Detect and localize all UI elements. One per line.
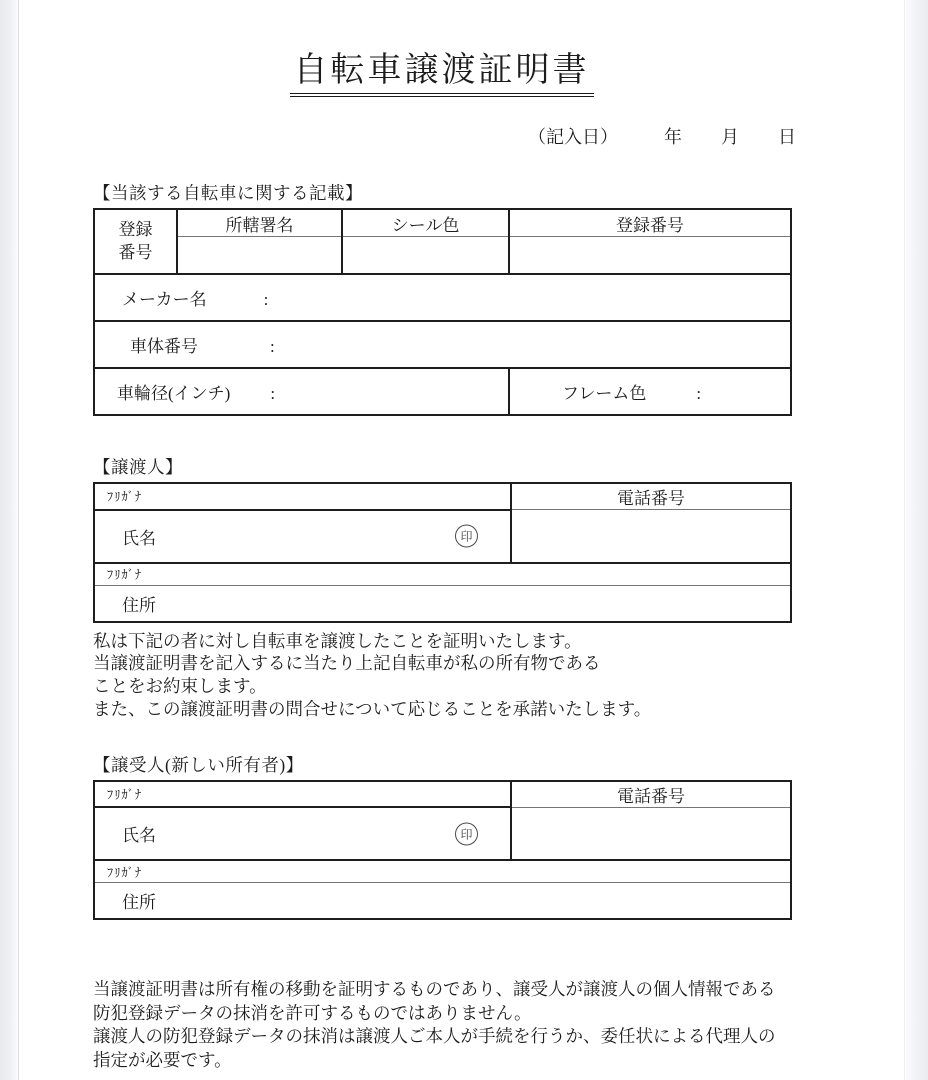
footer-note-line: 譲渡人の防犯登録データの抹消は譲渡人ご本人が手続を行うか、委任状による代理人の: [93, 1026, 776, 1047]
registration-number-header: 登録番号: [509, 209, 791, 237]
transferor-name-label: 氏名: [122, 528, 156, 548]
date-year-unit: 年: [664, 127, 682, 147]
registration-number-value-cell: [509, 237, 791, 275]
footer-note-line: 当譲渡証明書は所有権の移動を証明するものであり、譲受人が譲渡人の個人情報である: [93, 979, 776, 999]
transferee-address-label: 住所: [122, 893, 156, 912]
transferor-name-furigana-label: ﾌﾘｶﾞﾅ: [94, 483, 511, 510]
maker-colon: :: [263, 290, 269, 309]
transfer-statement-line: 当譲渡証明書を記入するに当たり上記自転車が私の所有物である: [93, 653, 601, 674]
transferee-address-field-cell: [94, 883, 791, 920]
transferor-furigana-row: [94, 483, 791, 510]
frame-number-field-cell: [94, 321, 791, 368]
scan-edge-left: [0, 0, 19, 1080]
transferee-name-furigana-label: ﾌﾘｶﾞﾅ: [94, 781, 511, 808]
entry-date-line: [93, 123, 796, 147]
seal-color-value-cell: [342, 237, 509, 275]
transferor-address-field-cell: [94, 585, 791, 622]
transferor-name-row: [94, 510, 791, 563]
footer-note-line: 防犯登録データの抹消を許可するものではありません。: [93, 1002, 532, 1023]
footer-note-line: 指定が必要です。: [93, 1049, 232, 1070]
title-block: [93, 42, 790, 97]
transferee-address-furigana-label: ﾌﾘｶﾞﾅ: [94, 860, 791, 883]
scan-edge-right: [904, 0, 928, 1080]
transferee-section-heading: 【譲受人(新しい所有者)】: [93, 754, 304, 775]
frame-number-colon: :: [270, 337, 275, 356]
transferor-name-field-cell: [94, 510, 511, 563]
transferor-address-label: 住所: [122, 595, 156, 615]
inkan-seal-mark: 印: [455, 525, 478, 548]
inkan-seal-mark: 印: [455, 822, 478, 845]
date-month-unit: 月: [721, 127, 739, 147]
document-content: [93, 0, 796, 1073]
frame-color-colon: :: [696, 384, 702, 403]
transferor-table: [93, 482, 792, 623]
transfer-statement-line: また、この譲渡証明書の問合せについて応じることを承諾いたします。: [93, 698, 652, 719]
transferor-phone-value-cell: [511, 510, 791, 563]
transfer-statement-line: 私は下記の者に対し自転車を譲渡したことを証明いたします。: [93, 630, 582, 651]
wheel-size-label: 車輪径(インチ): [117, 384, 231, 403]
frame-color-label: フレーム色: [562, 384, 647, 403]
transferor-address-row: [94, 585, 791, 622]
transfer-statement-line: ことをお約束します。: [93, 676, 267, 696]
transferee-address-row: [94, 883, 791, 920]
wheel-frame-row: [94, 368, 791, 415]
transferor-section-heading: 【譲渡人】: [93, 457, 183, 477]
wheel-size-colon: :: [270, 384, 276, 403]
seal-color-header: シール色: [342, 209, 509, 237]
page-title: 自転車譲渡証明書: [290, 42, 594, 97]
transferor-phone-header: 電話番号: [511, 483, 791, 510]
maker-label: メーカー名: [122, 290, 207, 309]
jurisdiction-office-header: 所轄署名: [177, 209, 342, 237]
transferee-name-row: [94, 807, 791, 860]
frame-number-label: 車体番号: [130, 337, 198, 356]
transferee-name-field-cell: [94, 807, 511, 860]
transferee-table: [93, 780, 792, 921]
frame-color-field-cell: [509, 368, 791, 415]
transfer-statement: [93, 630, 790, 721]
registration-header-row: [94, 209, 791, 237]
bicycle-section-heading: 【当該する自転車に関する記載】: [93, 183, 363, 203]
maker-field-cell: [94, 274, 791, 321]
date-day-unit: 日: [778, 127, 796, 147]
transferor-address-furigana-label: ﾌﾘｶﾞﾅ: [94, 563, 791, 586]
transferor-address-furigana-row: [94, 563, 791, 586]
maker-row: [94, 274, 791, 321]
transferee-phone-value-cell: [511, 807, 791, 860]
bicycle-info-table: [93, 208, 792, 416]
entry-date-label: （記入日）: [528, 127, 618, 147]
registration-number-row-label: 登録 番号: [94, 209, 177, 274]
transferee-phone-header: 電話番号: [511, 781, 791, 808]
transferee-furigana-row: [94, 781, 791, 808]
wheel-size-field-cell: [94, 368, 509, 415]
jurisdiction-office-value-cell: [177, 237, 342, 275]
transferee-address-furigana-row: [94, 860, 791, 883]
frame-number-row: [94, 321, 791, 368]
transferee-name-label: 氏名: [122, 826, 156, 845]
footer-note: [93, 978, 790, 1073]
registration-fill-row: [94, 237, 791, 275]
